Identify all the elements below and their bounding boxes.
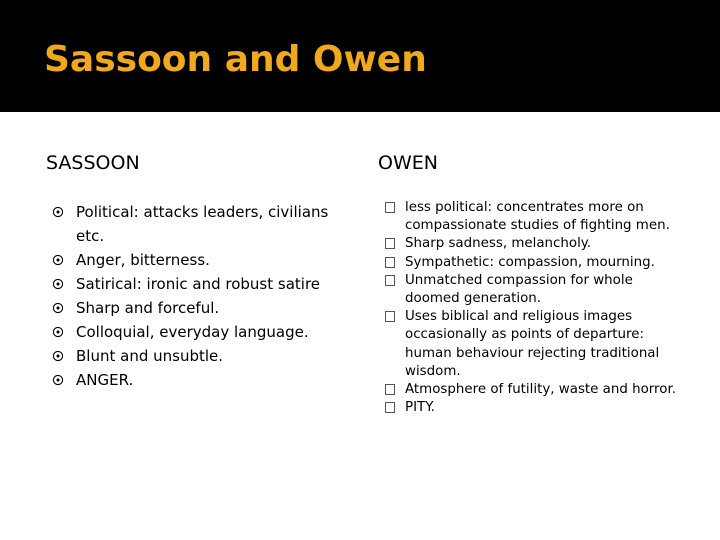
- missing-glyph-box-icon: [385, 275, 395, 286]
- missing-glyph-box-icon: [385, 311, 395, 322]
- missing-glyph-box-icon: [385, 402, 395, 413]
- list-item: [385, 235, 685, 253]
- list-item: [52, 200, 352, 248]
- list-item: [385, 381, 685, 399]
- slide-title: Sassoon and Owen: [44, 39, 427, 80]
- list-item-text: Colloquial, everyday language.: [76, 323, 309, 341]
- list-item: [52, 296, 352, 320]
- list-item: [52, 368, 352, 392]
- sun-circle-bullet-icon: [52, 278, 64, 290]
- list-item: [52, 248, 352, 272]
- missing-glyph-box-icon: [385, 202, 395, 213]
- missing-glyph-box-icon: [385, 238, 395, 249]
- list-item-text: PITY.: [405, 400, 435, 416]
- list-item-text: Sympathetic: compassion, mourning.: [405, 254, 655, 270]
- owen-list: [385, 199, 685, 417]
- list-item: [385, 254, 685, 272]
- list-item: [52, 320, 352, 344]
- list-item-text: Atmosphere of futility, waste and horror.: [405, 382, 676, 398]
- list-item-text: Sharp sadness, melancholy.: [405, 236, 592, 252]
- sun-circle-bullet-icon: [52, 374, 64, 386]
- list-item-text: less political: concentrates more on compassionate studies of fighting men.: [405, 200, 670, 234]
- sun-circle-bullet-icon: [52, 254, 64, 266]
- missing-glyph-box-icon: [385, 257, 395, 268]
- list-item-text: Unmatched compassion for whole doomed generation.: [405, 272, 633, 307]
- sassoon-heading: SASSOON: [46, 152, 140, 174]
- list-item: [385, 308, 685, 381]
- title-bar: [0, 0, 720, 112]
- list-item-text: Anger, bitterness.: [76, 251, 210, 269]
- list-item-text: Sharp and forceful.: [76, 299, 220, 317]
- sassoon-list: [52, 200, 352, 392]
- sun-circle-bullet-icon: [52, 206, 64, 218]
- list-item-text: Political: attacks leaders, civilians etc.: [76, 203, 329, 245]
- list-item: [52, 344, 352, 368]
- list-item-text: Uses biblical and religious images occasionally as points of departure: human behaviour rejecting traditional wisdom.: [405, 309, 660, 379]
- list-item-text: Blunt and unsubtle.: [76, 347, 224, 365]
- list-item: [52, 272, 352, 296]
- list-item: [385, 199, 685, 235]
- list-item: [385, 272, 685, 308]
- sun-circle-bullet-icon: [52, 326, 64, 338]
- sun-circle-bullet-icon: [52, 350, 64, 362]
- sun-circle-bullet-icon: [52, 302, 64, 314]
- list-item-text: Satirical: ironic and robust satire: [76, 275, 321, 293]
- owen-heading: OWEN: [378, 152, 438, 174]
- list-item-text: ANGER.: [76, 371, 134, 389]
- missing-glyph-box-icon: [385, 384, 395, 395]
- list-item: [385, 399, 685, 417]
